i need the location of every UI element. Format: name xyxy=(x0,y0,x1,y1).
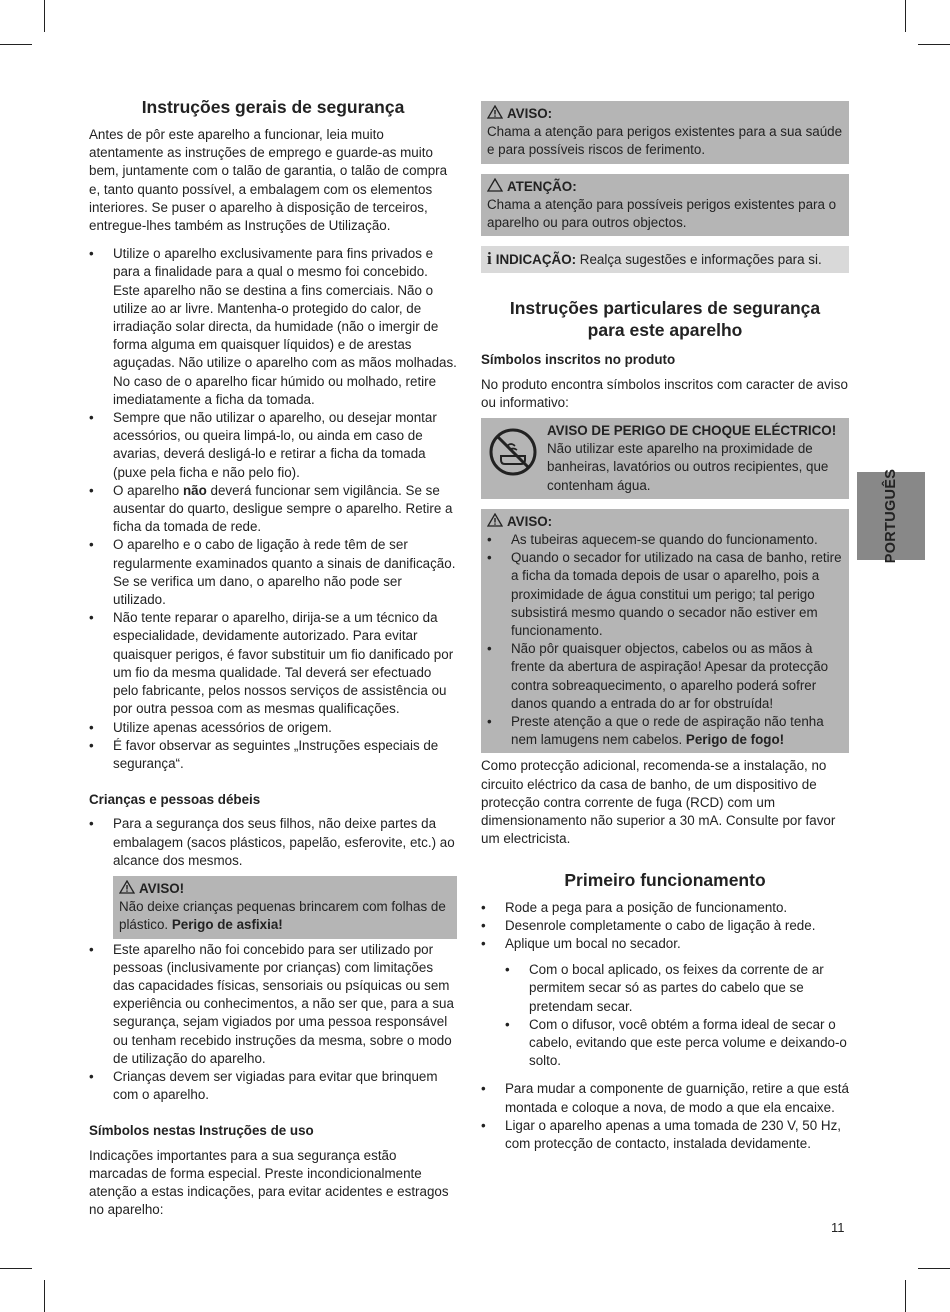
language-tab xyxy=(857,468,925,564)
list-item: • O aparelho e o cabo de ligação à rede têm de ser regularmente examinados quanto a sinais de danificação. Se se verifica um dano, o aparelho não pode ser utilizado. xyxy=(89,536,457,609)
list-item: • Não tente reparar o aparelho, dirija-se a um técnico da especialidade, devidamente autorizado. Para evitar quaisquer perigos, é favor substituir um fio danificado por um fio da mesma qualidade. Tal deverá ser efectuado pelo fabricante, pelos nossos serviços de assistência ou por outra pessoa com as mesmas qualificações. xyxy=(89,609,457,718)
item-prefix: O aparelho xyxy=(113,482,183,498)
atencao-box xyxy=(481,174,849,237)
left-column xyxy=(89,96,457,1229)
aviso-box xyxy=(481,101,849,164)
symbols-product-paragraph: No produto encontra símbolos inscritos com caracter de aviso ou informativo: xyxy=(481,376,848,410)
aviso-text: Chama a atenção para perigos existentes para a sua saúde e para possíveis riscos de ferimento. xyxy=(487,124,843,158)
list-item xyxy=(89,482,457,537)
list-item: • Utilize o aparelho exclusivamente para fins privados e para a finalidade para a qual o mesmo foi concebido. Este aparelho não se destina a fins comerciais. Não o utilize ao ar livre. Mantenha-o protegido do calor, de irradiação solar directa, da humidade (não o imergir de forma alguma em quaisquer líquidos) e de arestas aguçadas. Não utilize o aparelho com as mãos molhadas. No caso de o aparelho ficar húmido ou molhado, retire imediatamente a ficha da tomada. xyxy=(89,245,457,409)
title-line: Instruções particulares de segurança xyxy=(509,298,821,319)
section-title: Primeiro funcionamento xyxy=(564,869,766,890)
list-item: • Sempre que não utilizar o aparelho, ou desejar montar acessórios, ou queira limpá-lo, ou ainda em caso de avarias, deverá desligá-lo e retirar a ficha da tomada (puxe pela ficha e não pelo fio). xyxy=(89,409,457,482)
shock-warning-content xyxy=(547,422,843,495)
list-item: • Desenrole completamente o cabo de ligação à rede. xyxy=(481,917,849,935)
crop-mark xyxy=(905,0,906,32)
list-item: • Crianças devem ser vigiadas para evitar que brinquem com o aparelho. xyxy=(89,1068,457,1104)
list-item xyxy=(487,713,843,749)
warning-box xyxy=(113,876,457,939)
section-title xyxy=(481,297,849,341)
shock-warning-box xyxy=(481,418,849,499)
list-item: • Rode a pega para a posição de funcionamento. xyxy=(481,899,849,917)
children-list xyxy=(89,815,457,870)
aviso2-box xyxy=(481,509,849,754)
aviso-title: AVISO: xyxy=(507,106,553,121)
list-item: • Utilize apenas acessórios de origem. xyxy=(89,719,457,737)
atencao-text: Chama a atenção para possíveis perigos existentes para o aparelho ou para outros objectos. xyxy=(487,196,837,231)
title-line: para este aparelho xyxy=(587,320,743,341)
indicacao-text: Realça sugestões e informações para si. xyxy=(576,252,822,268)
indicacao-box xyxy=(481,246,849,273)
list-item: • Quando o secador for utilizado na casa de banho, retire a ficha da tomada depois de usar o aparelho, pois a proximidade de água constitui um perigo; tal perigo subsistirá mesmo quando o secador não estiver em funcionamento. xyxy=(487,549,843,640)
item-text: Preste atenção a que o rede de aspiração não tenha nem lamugens nem cabelos. xyxy=(511,714,824,748)
right-column xyxy=(481,101,849,1161)
final-list xyxy=(481,1080,849,1153)
list-item: • Ligar o aparelho apenas a uma tomada de 230 V, 50 Hz, com protecção de contacto, instalada devidamente. xyxy=(481,1117,849,1153)
crop-mark xyxy=(918,1268,950,1269)
nozzle-sublist xyxy=(481,961,849,1070)
subheading: Símbolos nestas Instruções de uso xyxy=(89,1123,314,1139)
rcd-paragraph: Como protecção adicional, recomenda-se a instalação, no circuito eléctrico da casa de banho, de um dispositivo de protecção contra corrente de fuga (RCD) com um dimensionamento não superior a 30 mA. Consulte por favor um electricista. xyxy=(481,758,836,847)
list-item: • Com o bocal aplicado, os feixes da corrente de ar permitem secar só as partes do cabelo que se pretendam secar. xyxy=(505,961,849,1016)
aviso2-header xyxy=(487,513,843,531)
atencao-title: ATENÇÃO: xyxy=(507,178,577,194)
info-icon: i xyxy=(487,249,492,269)
warning-body: Não deixe crianças pequenas brincarem com folhas de plástico. xyxy=(119,899,446,933)
crop-mark xyxy=(0,1268,32,1269)
aviso-header xyxy=(487,105,843,123)
list-item: • Com o difusor, você obtém a forma ideal de secar o cabelo, evitando que este perca volume e deixando-o solto. xyxy=(505,1016,849,1071)
symbols-paragraph: Indicações importantes para a sua segurança estão marcadas de forma especial. Preste incondicionalmente atenção a estas indicações, para evitar acidentes e estragos no aparelho: xyxy=(89,1147,449,1218)
warning-emphasis: Perigo de asfixia! xyxy=(171,917,283,933)
no-bath-icon xyxy=(487,426,539,478)
intro-paragraph: Antes de pôr este aparelho a funcionar, leia muito atentamente as instruções de emprego e guarde-as muito bem, juntamente com o talão de garantia, o talão de compra e, tanto quanto possível, a embalagem com os elementos interiores. Se puser o aparelho à disposição de terceiros, entregue-lhes também as Instruções de Utilização. xyxy=(89,127,448,234)
list-item: • As tubeiras aquecem-se quando do funcionamento. xyxy=(487,531,843,549)
list-item: • Não pôr quaisquer objectos, cabelos ou as mãos à frente da abertura de aspiração! Apesar da protecção contra sobreaquecimento, o aparelho poderá sofrer danos quando a entrada do ar for obstruída! xyxy=(487,640,843,713)
list-item: • Para mudar a componente de guarnição, retire a que está montada e coloque a nova, de modo a que ela encaixe. xyxy=(481,1080,849,1116)
item-bold: não xyxy=(182,482,207,498)
indicacao-title: INDICAÇÃO: xyxy=(495,252,577,268)
warning-title: AVISO! xyxy=(139,880,185,896)
warning-icon xyxy=(487,513,503,527)
warning-icon xyxy=(487,105,503,119)
subheading: Crianças e pessoas débeis xyxy=(89,792,261,808)
language-tab-label: PORTUGUÊS xyxy=(882,468,899,564)
caution-icon xyxy=(487,178,503,192)
crop-mark xyxy=(918,44,950,45)
page-number: 11 xyxy=(831,1220,845,1235)
aviso2-list xyxy=(487,531,843,749)
crop-mark xyxy=(0,44,32,45)
safety-list xyxy=(89,245,457,773)
item-bold: Perigo de fogo! xyxy=(685,732,785,748)
crop-mark xyxy=(905,1280,906,1312)
subheading: Símbolos inscritos no produto xyxy=(481,352,676,368)
first-use-list xyxy=(481,899,849,954)
aviso2-title: AVISO: xyxy=(507,513,553,529)
warning-text xyxy=(119,898,451,934)
crop-mark xyxy=(44,0,45,32)
warning-header xyxy=(119,880,451,898)
list-item: • Este aparelho não foi concebido para ser utilizado por pessoas (inclusivamente por crianças) com limitações das capacidades físicas, sensoriais ou psíquicas ou sem experiência ou conhecimentos, a não ser que, para a sua segurança, sejam vigiados por uma pessoa responsável ou tenham recebido instruções da mesma, sobre o modo de utilização do aparelho. xyxy=(89,941,457,1068)
item-text: deverá funcionar sem vigilância. Se se ausentar do quarto, desligue sempre o aparelho. Retire a ficha da tomada de rede. xyxy=(113,482,453,535)
children-list-2 xyxy=(89,941,457,1105)
warning-icon xyxy=(119,880,135,894)
atencao-header xyxy=(487,178,843,196)
shock-warning-text: Não utilizar este aparelho na proximidade de banheiras, lavatórios ou outros recipientes, que contenham água. xyxy=(547,441,829,493)
shock-warning-title: AVISO DE PERIGO DE CHOQUE ELÉCTRICO! xyxy=(547,423,837,439)
list-item: • Para a segurança dos seus filhos, não deixe partes da embalagem (sacos plásticos, papelão, esferovite, etc.) ao alcance dos mesmos. xyxy=(89,815,457,870)
list-item: • Aplique um bocal no secador. xyxy=(481,935,849,953)
crop-mark xyxy=(44,1280,45,1312)
section-title: Instruções gerais de segurança xyxy=(141,97,405,117)
list-item: • É favor observar as seguintes „Instruções especiais de segurança“. xyxy=(89,737,457,773)
